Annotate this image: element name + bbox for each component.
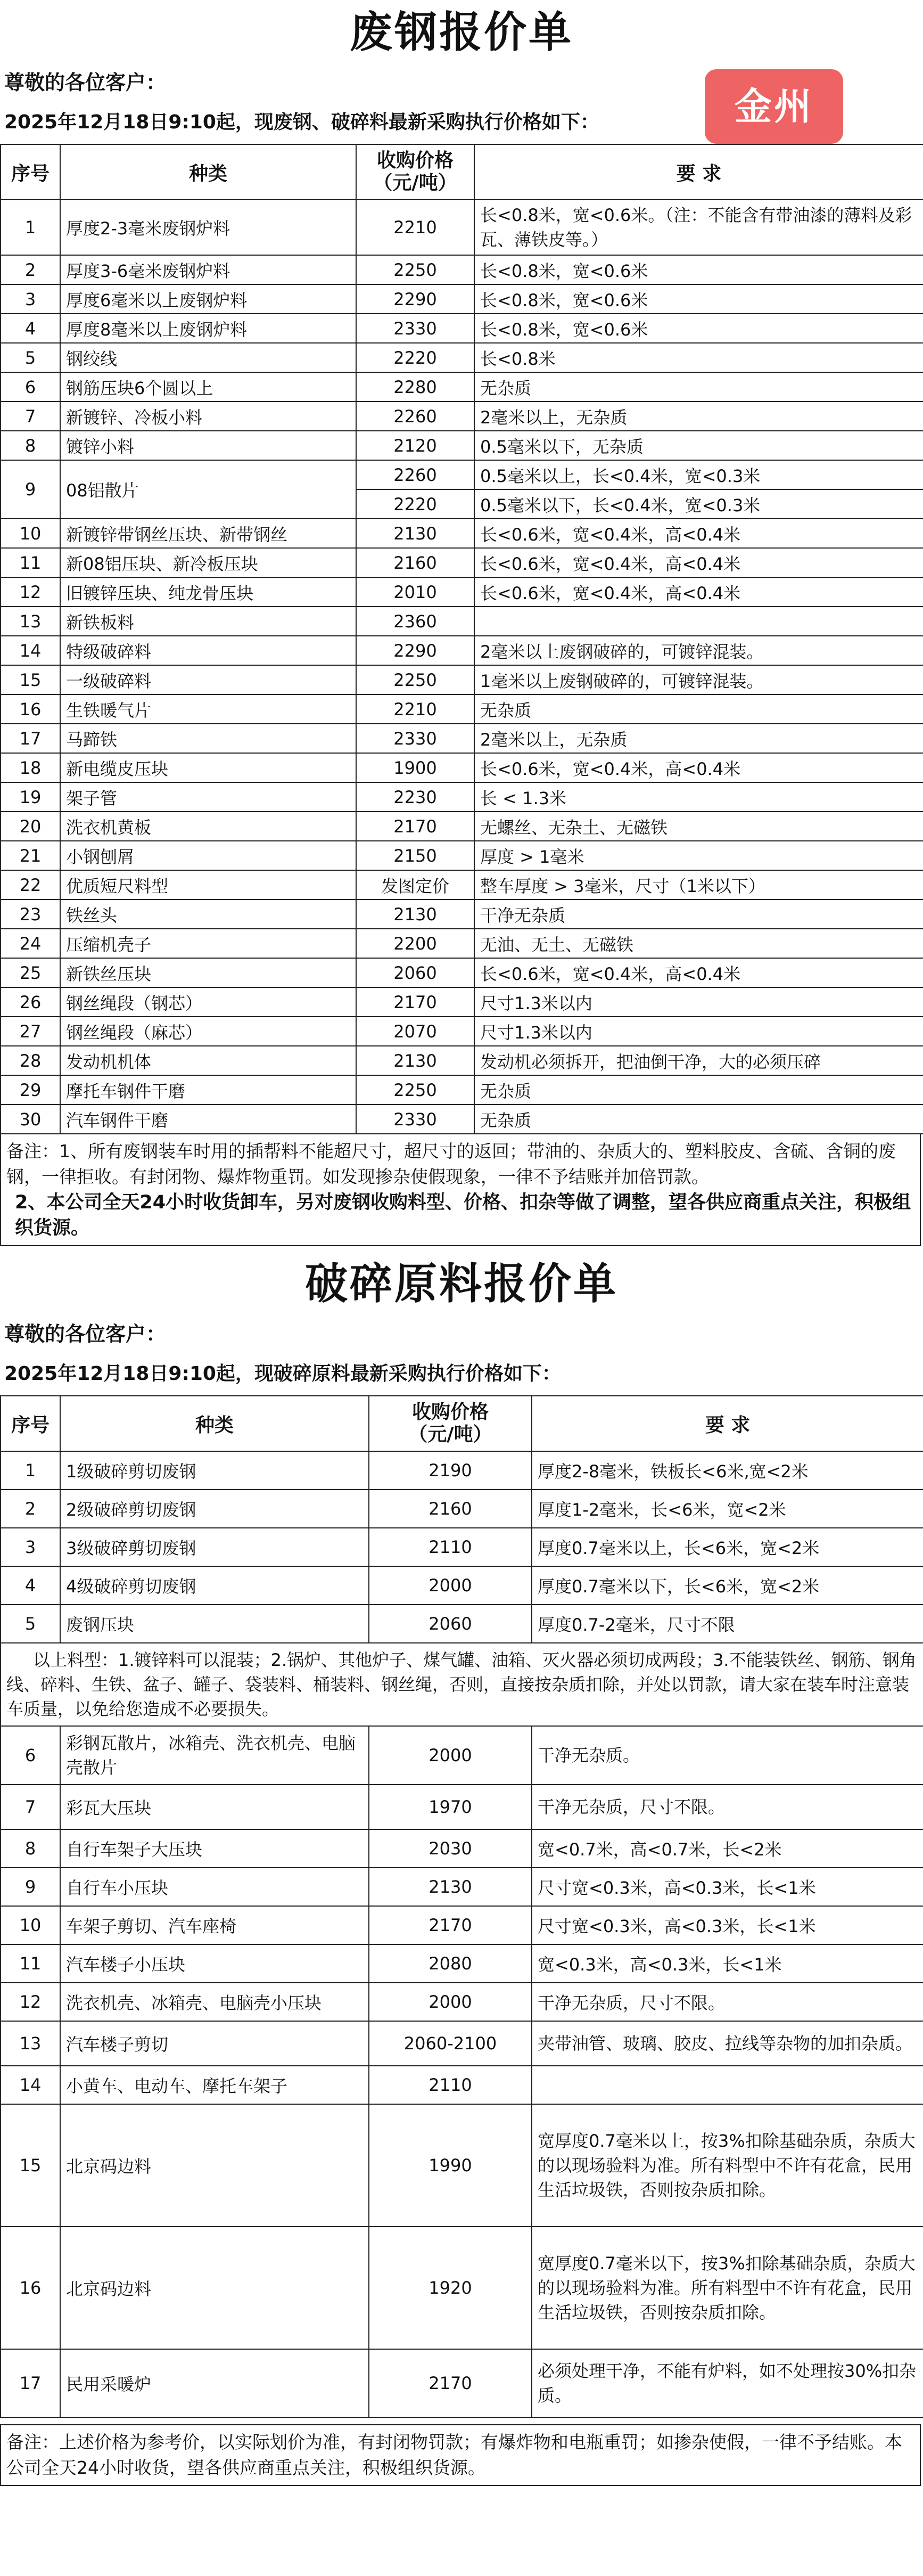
row-price: 2250 bbox=[356, 665, 474, 694]
row-req: 1毫米以上废钢破碎的，可镀锌混装。 bbox=[474, 665, 923, 694]
steel-greeting: 尊敬的各位客户： bbox=[4, 71, 167, 94]
row-price: 2250 bbox=[356, 255, 474, 284]
steel-header-row bbox=[1, 144, 923, 200]
col-req-header: 要 求 bbox=[474, 144, 923, 200]
row-no: 24 bbox=[1, 929, 60, 958]
table-row bbox=[1, 402, 923, 431]
row-no: 7 bbox=[1, 402, 60, 431]
row-no: 30 bbox=[1, 1105, 60, 1134]
row-req: 2毫米以上废钢破碎的，可镀锌混装。 bbox=[474, 636, 923, 665]
row-price: 2260 bbox=[356, 402, 474, 431]
row-type: 1级破碎剪切废钢 bbox=[60, 1451, 369, 1490]
row-type: 民用采暖炉 bbox=[60, 2349, 369, 2417]
row-req: 宽厚度0.7毫米以下，按3%扣除基础杂质，杂质大的以现场验料为准。所有料型中不许有花盒，民用生活垃圾铁，否则按杂质扣除。 bbox=[532, 2227, 923, 2349]
row-no: 15 bbox=[1, 2104, 60, 2227]
price-header-line2: （元/吨） bbox=[373, 172, 457, 194]
row-no: 10 bbox=[1, 519, 60, 548]
row-no: 17 bbox=[1, 724, 60, 753]
row-req: 2毫米以上，无杂质 bbox=[474, 724, 923, 753]
row-price: 2190 bbox=[369, 1451, 532, 1490]
col-no-header: 序号 bbox=[1, 144, 60, 200]
row-no: 27 bbox=[1, 1017, 60, 1046]
steel-notice-text: 2025年12月18日9:10起，现废钢、破碎料最新采购执行价格如下： bbox=[4, 111, 599, 133]
table-row bbox=[1, 1785, 923, 1829]
row-no: 14 bbox=[1, 2066, 60, 2104]
row-price: 2290 bbox=[356, 284, 474, 314]
row-no: 12 bbox=[1, 1983, 60, 2021]
row-no: 5 bbox=[1, 1605, 60, 1643]
crush-price-header-line1: 收购价格 bbox=[411, 1401, 489, 1423]
row-no: 3 bbox=[1, 284, 60, 314]
row-no: 21 bbox=[1, 841, 60, 870]
row-no: 5 bbox=[1, 343, 60, 372]
table-row bbox=[1, 2227, 923, 2349]
row-no: 12 bbox=[1, 577, 60, 607]
table-row bbox=[1, 372, 923, 402]
row-no: 13 bbox=[1, 2021, 60, 2066]
row-no: 13 bbox=[1, 607, 60, 636]
crush-table-body-a bbox=[1, 1451, 923, 1643]
table-row bbox=[1, 1605, 923, 1643]
row-req: 干净无杂质，尺寸不限。 bbox=[532, 1983, 923, 2021]
row-type: 北京码边料 bbox=[60, 2104, 369, 2227]
row-no: 28 bbox=[1, 1046, 60, 1075]
table-row bbox=[1, 343, 923, 372]
table-row bbox=[1, 1105, 923, 1134]
steel-note bbox=[0, 1134, 921, 1246]
row-price: 2130 bbox=[356, 1046, 474, 1075]
row-no: 11 bbox=[1, 548, 60, 577]
row-type: 自行车架子大压块 bbox=[60, 1829, 369, 1868]
row-req: 干净无杂质。 bbox=[532, 1726, 923, 1785]
row-price: 2220 bbox=[356, 489, 474, 519]
table-row bbox=[1, 1906, 923, 1944]
steel-price-table bbox=[0, 144, 923, 1134]
row-no: 4 bbox=[1, 314, 60, 343]
row-type: 旧镀锌压块、纯龙骨压块 bbox=[60, 577, 356, 607]
row-req: 干净无杂质，尺寸不限。 bbox=[532, 1785, 923, 1829]
row-no: 23 bbox=[1, 899, 60, 929]
crush-col-no-header: 序号 bbox=[1, 1396, 60, 1451]
row-req: 长<0.6米，宽<0.4米，高<0.4米 bbox=[474, 548, 923, 577]
crush-mid-note-row bbox=[1, 1643, 923, 1726]
row-type: 新铁丝压块 bbox=[60, 958, 356, 987]
row-type: 新镀锌带钢丝压块、新带钢丝 bbox=[60, 519, 356, 548]
row-no: 18 bbox=[1, 753, 60, 782]
row-no: 1 bbox=[1, 1451, 60, 1490]
table-row bbox=[1, 1829, 923, 1868]
row-type: 新08铝压块、新冷板压块 bbox=[60, 548, 356, 577]
row-price: 2330 bbox=[356, 1105, 474, 1134]
row-req: 2毫米以上，无杂质 bbox=[474, 402, 923, 431]
row-no: 3 bbox=[1, 1528, 60, 1566]
row-req: 厚度1-2毫米，长<6米，宽<2米 bbox=[532, 1490, 923, 1528]
table-row bbox=[1, 2066, 923, 2104]
row-req: 无螺丝、无杂土、无磁铁 bbox=[474, 812, 923, 841]
crush-title: 破碎原料报价单 bbox=[305, 1258, 618, 1309]
row-price: 2000 bbox=[369, 1726, 532, 1785]
table-row bbox=[1, 1944, 923, 1983]
row-no: 16 bbox=[1, 694, 60, 724]
row-no: 1 bbox=[1, 200, 60, 255]
row-price: 2150 bbox=[356, 841, 474, 870]
row-price: 2030 bbox=[369, 1829, 532, 1868]
row-req: 厚度0.7毫米以上，长<6米，宽<2米 bbox=[532, 1528, 923, 1566]
row-price: 2000 bbox=[369, 1983, 532, 2021]
row-type: 3级破碎剪切废钢 bbox=[60, 1528, 369, 1566]
row-type: 铁丝头 bbox=[60, 899, 356, 929]
row-type: 厚度2-3毫米废钢炉料 bbox=[60, 200, 356, 255]
row-no: 20 bbox=[1, 812, 60, 841]
row-req: 长<0.8米 bbox=[474, 343, 923, 372]
row-type: 洗衣机黄板 bbox=[60, 812, 356, 841]
row-price: 2220 bbox=[356, 343, 474, 372]
steel-title: 废钢报价单 bbox=[350, 7, 573, 57]
row-price: 1920 bbox=[369, 2227, 532, 2349]
crush-table-body-b bbox=[1, 1726, 923, 2417]
row-price: 2260 bbox=[356, 460, 474, 489]
row-price: 2210 bbox=[356, 200, 474, 255]
table-row bbox=[1, 782, 923, 812]
row-req: 长<0.6米，宽<0.4米，高<0.4米 bbox=[474, 958, 923, 987]
row-no: 25 bbox=[1, 958, 60, 987]
row-no: 11 bbox=[1, 1944, 60, 1983]
crush-mid-note-body bbox=[1, 1643, 923, 1726]
crush-price-table bbox=[0, 1395, 923, 2418]
row-type: 特级破碎料 bbox=[60, 636, 356, 665]
row-type: 新铁板料 bbox=[60, 607, 356, 636]
row-type: 钢丝绳段（麻芯） bbox=[60, 1017, 356, 1046]
table-row bbox=[1, 200, 923, 255]
row-type: 优质短尺料型 bbox=[60, 870, 356, 899]
table-row bbox=[1, 1868, 923, 1906]
table-row bbox=[1, 899, 923, 929]
row-type: 2级破碎剪切废钢 bbox=[60, 1490, 369, 1528]
crush-notice: 2025年12月18日9:10起，现破碎原料最新采购执行价格如下： bbox=[4, 1363, 561, 1385]
crush-greeting: 尊敬的各位客户： bbox=[4, 1322, 167, 1346]
row-type: 钢绞线 bbox=[60, 343, 356, 372]
row-price: 2210 bbox=[356, 694, 474, 724]
row-req: 宽<0.7米，高<0.7米，长<2米 bbox=[532, 1829, 923, 1868]
row-no: 7 bbox=[1, 1785, 60, 1829]
row-type: 钢丝绳段（钢芯） bbox=[60, 987, 356, 1017]
row-no: 6 bbox=[1, 372, 60, 402]
row-type: 压缩机壳子 bbox=[60, 929, 356, 958]
steel-note-1: 备注：1、所有废钢装车时用的插帮料不能超尺寸，超尺寸的返回；带油的、杂质大的、塑料胶皮、含硫、含铜的废钢，一律拒收。有封闭物、爆炸物重罚。如发现掺杂使假现象，一律不予结账并加倍罚款。 bbox=[6, 1141, 896, 1187]
row-price: 2010 bbox=[356, 577, 474, 607]
row-type: 新镀锌、冷板小料 bbox=[60, 402, 356, 431]
table-row bbox=[1, 958, 923, 987]
table-row bbox=[1, 1046, 923, 1075]
row-req: 长<0.8米，宽<0.6米 bbox=[474, 284, 923, 314]
row-price: 2130 bbox=[369, 1868, 532, 1906]
row-req: 必须处理干净，不能有炉料，如不处理按30%扣杂质。 bbox=[532, 2349, 923, 2417]
row-req: 无油、无土、无磁铁 bbox=[474, 929, 923, 958]
row-type: 摩托车钢件干磨 bbox=[60, 1075, 356, 1105]
table-row bbox=[1, 812, 923, 841]
row-price: 2170 bbox=[356, 987, 474, 1017]
table-row bbox=[1, 636, 923, 665]
row-type: 发动机机体 bbox=[60, 1046, 356, 1075]
table-row bbox=[1, 460, 923, 489]
row-req: 0.5毫米以下，无杂质 bbox=[474, 431, 923, 460]
table-row bbox=[1, 548, 923, 577]
row-type: 厚度6毫米以上废钢炉料 bbox=[60, 284, 356, 314]
row-type: 厚度3-6毫米废钢炉料 bbox=[60, 255, 356, 284]
table-row bbox=[1, 431, 923, 460]
row-type: 架子管 bbox=[60, 782, 356, 812]
table-row bbox=[1, 1566, 923, 1605]
table-row bbox=[1, 2104, 923, 2227]
crush-col-type-header: 种类 bbox=[60, 1396, 369, 1451]
row-req: 长 < 1.3米 bbox=[474, 782, 923, 812]
row-type: 洗衣机壳、冰箱壳、电脑壳小压块 bbox=[60, 1983, 369, 2021]
row-type: 北京码边料 bbox=[60, 2227, 369, 2349]
row-req: 夹带油管、玻璃、胶皮、拉线等杂物的加扣杂质。 bbox=[532, 2021, 923, 2066]
row-price: 2230 bbox=[356, 782, 474, 812]
row-req: 宽<0.3米，高<0.3米，长<1米 bbox=[532, 1944, 923, 1983]
row-price: 1990 bbox=[369, 2104, 532, 2227]
row-no: 6 bbox=[1, 1726, 60, 1785]
row-price: 2200 bbox=[356, 929, 474, 958]
row-price: 2110 bbox=[369, 1528, 532, 1566]
row-req: 长<0.8米，宽<0.6米。（注：不能含有带油漆的薄料及彩瓦、薄铁皮等。） bbox=[474, 200, 923, 255]
row-no: 9 bbox=[1, 460, 60, 519]
row-no: 8 bbox=[1, 431, 60, 460]
row-no: 19 bbox=[1, 782, 60, 812]
row-type: 马蹄铁 bbox=[60, 724, 356, 753]
steel-note-2: 2、本公司全天24小时收货卸车，另对废钢收购料型、价格、扣杂等做了调整，望各供应商重点关注，积极组织货源。 bbox=[15, 1192, 911, 1239]
row-price: 2360 bbox=[356, 607, 474, 636]
row-no: 29 bbox=[1, 1075, 60, 1105]
row-no: 2 bbox=[1, 1490, 60, 1528]
row-req bbox=[532, 2066, 923, 2104]
row-req: 无杂质 bbox=[474, 694, 923, 724]
row-no: 10 bbox=[1, 1906, 60, 1944]
row-type: 自行车小压块 bbox=[60, 1868, 369, 1906]
crush-header-row bbox=[1, 1396, 923, 1451]
table-row bbox=[1, 987, 923, 1017]
crush-col-req-header: 要 求 bbox=[532, 1396, 923, 1451]
row-req: 整车厚度 > 3毫米，尺寸（1米以下） bbox=[474, 870, 923, 899]
row-type: 08铝散片 bbox=[60, 460, 356, 519]
row-req: 0.5毫米以上，长<0.4米，宽<0.3米 bbox=[474, 460, 923, 489]
row-no: 2 bbox=[1, 255, 60, 284]
row-price: 1970 bbox=[369, 1785, 532, 1829]
table-row bbox=[1, 1490, 923, 1528]
row-price: 2080 bbox=[369, 1944, 532, 1983]
row-req: 长<0.6米，宽<0.4米，高<0.4米 bbox=[474, 753, 923, 782]
row-type: 汽车楼子小压块 bbox=[60, 1944, 369, 1983]
steel-notice bbox=[0, 85, 923, 144]
row-price: 发图定价 bbox=[356, 870, 474, 899]
row-req: 长<0.6米，宽<0.4米，高<0.4米 bbox=[474, 519, 923, 548]
row-req: 长<0.8米，宽<0.6米 bbox=[474, 255, 923, 284]
row-req: 长<0.8米，宽<0.6米 bbox=[474, 314, 923, 343]
row-no: 14 bbox=[1, 636, 60, 665]
table-row bbox=[1, 314, 923, 343]
table-row bbox=[1, 255, 923, 284]
row-no: 8 bbox=[1, 1829, 60, 1868]
row-price: 2170 bbox=[369, 1906, 532, 1944]
row-type: 小钢刨屑 bbox=[60, 841, 356, 870]
crush-mid-note: 以上料型：1.镀锌料可以混装；2.锅炉、其他炉子、煤气罐、油箱、灭火器必须切成两段；3.不能装铁丝、钢筋、钢角线、碎料、生铁、盆子、罐子、袋装料、桶装料、钢丝绳，否则，直接按杂质扣除，并处以罚款，请大家在装车时注意装车质量，以免给您造成不必要损失。 bbox=[1, 1643, 923, 1726]
row-type: 汽车钢件干磨 bbox=[60, 1105, 356, 1134]
row-price: 2170 bbox=[369, 2349, 532, 2417]
table-row bbox=[1, 841, 923, 870]
row-price: 2120 bbox=[356, 431, 474, 460]
table-row bbox=[1, 1017, 923, 1046]
table-row bbox=[1, 1075, 923, 1105]
row-price: 2130 bbox=[356, 899, 474, 929]
row-type: 一级破碎料 bbox=[60, 665, 356, 694]
row-req: 无杂质 bbox=[474, 1075, 923, 1105]
steel-table-body bbox=[1, 200, 923, 1134]
col-type-header: 种类 bbox=[60, 144, 356, 200]
row-type: 4级破碎剪切废钢 bbox=[60, 1566, 369, 1605]
table-row bbox=[1, 607, 923, 636]
table-row bbox=[1, 870, 923, 899]
table-row bbox=[1, 665, 923, 694]
row-type: 新电缆皮压块 bbox=[60, 753, 356, 782]
row-req: 尺寸1.3米以内 bbox=[474, 987, 923, 1017]
row-no: 15 bbox=[1, 665, 60, 694]
row-req: 尺寸1.3米以内 bbox=[474, 1017, 923, 1046]
row-type: 小黄车、电动车、摩托车架子 bbox=[60, 2066, 369, 2104]
row-type: 汽车楼子剪切 bbox=[60, 2021, 369, 2066]
row-req bbox=[474, 607, 923, 636]
row-type: 废钢压块 bbox=[60, 1605, 369, 1643]
table-row bbox=[1, 1451, 923, 1490]
row-type: 车架子剪切、汽车座椅 bbox=[60, 1906, 369, 1944]
price-header-line1: 收购价格 bbox=[376, 150, 454, 171]
row-req: 尺寸宽<0.3米，高<0.3米，长<1米 bbox=[532, 1906, 923, 1944]
row-type: 厚度8毫米以上废钢炉料 bbox=[60, 314, 356, 343]
row-price: 2280 bbox=[356, 372, 474, 402]
row-req: 厚度 > 1毫米 bbox=[474, 841, 923, 870]
row-price: 1900 bbox=[356, 753, 474, 782]
row-type: 钢筋压块6个圆以上 bbox=[60, 372, 356, 402]
row-no: 22 bbox=[1, 870, 60, 899]
table-row bbox=[1, 724, 923, 753]
row-price: 2290 bbox=[356, 636, 474, 665]
location-badge: 金州 bbox=[705, 69, 843, 144]
row-req: 厚度0.7-2毫米，尺寸不限 bbox=[532, 1605, 923, 1643]
table-row bbox=[1, 753, 923, 782]
row-no: 9 bbox=[1, 1868, 60, 1906]
row-price: 2130 bbox=[356, 519, 474, 548]
row-price: 2070 bbox=[356, 1017, 474, 1046]
row-price: 2110 bbox=[369, 2066, 532, 2104]
row-req: 厚度0.7毫米以下，长<6米，宽<2米 bbox=[532, 1566, 923, 1605]
row-req: 无杂质 bbox=[474, 372, 923, 402]
row-no: 17 bbox=[1, 2349, 60, 2417]
row-price: 2060 bbox=[369, 1605, 532, 1643]
row-price: 2160 bbox=[356, 548, 474, 577]
row-req: 长<0.6米，宽<0.4米，高<0.4米 bbox=[474, 577, 923, 607]
row-req: 发动机必须拆开，把油倒干净，大的必须压碎 bbox=[474, 1046, 923, 1075]
row-no: 4 bbox=[1, 1566, 60, 1605]
row-price: 2330 bbox=[356, 314, 474, 343]
table-row bbox=[1, 694, 923, 724]
table-row bbox=[1, 2021, 923, 2066]
row-price: 2060-2100 bbox=[369, 2021, 532, 2066]
row-req: 宽厚度0.7毫米以上，按3%扣除基础杂质，杂质大的以现场验料为准。所有料型中不许有花盒，民用生活垃圾铁，否则按杂质扣除。 bbox=[532, 2104, 923, 2227]
row-price: 2160 bbox=[369, 1490, 532, 1528]
crush-footer-note: 备注：上述价格为参考价，以实际划价为准，有封闭物罚款；有爆炸物和电瓶重罚；如掺杂使假，一律不予结账。本公司全天24小时收货，望各供应商重点关注，积极组织货源。 bbox=[0, 2424, 921, 2486]
row-req: 厚度2-8毫米，铁板长<6米,宽<2米 bbox=[532, 1451, 923, 1490]
row-req: 尺寸宽<0.3米，高<0.3米，长<1米 bbox=[532, 1868, 923, 1906]
row-price: 2330 bbox=[356, 724, 474, 753]
row-no: 26 bbox=[1, 987, 60, 1017]
table-row bbox=[1, 284, 923, 314]
row-type: 生铁暖气片 bbox=[60, 694, 356, 724]
table-row bbox=[1, 929, 923, 958]
table-row bbox=[1, 577, 923, 607]
row-price: 2000 bbox=[369, 1566, 532, 1605]
col-price-header bbox=[356, 144, 474, 200]
crush-price-header-line2: （元/吨） bbox=[408, 1424, 492, 1445]
row-req: 无杂质 bbox=[474, 1105, 923, 1134]
row-price: 2060 bbox=[356, 958, 474, 987]
table-row bbox=[1, 1528, 923, 1566]
table-row bbox=[1, 519, 923, 548]
row-no: 16 bbox=[1, 2227, 60, 2349]
table-row bbox=[1, 1983, 923, 2021]
table-row bbox=[1, 1726, 923, 1785]
table-row bbox=[1, 2349, 923, 2417]
row-req: 0.5毫米以下，长<0.4米，宽<0.3米 bbox=[474, 489, 923, 519]
crush-col-price-header bbox=[369, 1396, 532, 1451]
row-type: 彩瓦大压块 bbox=[60, 1785, 369, 1829]
row-price: 2250 bbox=[356, 1075, 474, 1105]
row-req: 干净无杂质 bbox=[474, 899, 923, 929]
row-type: 镀锌小料 bbox=[60, 431, 356, 460]
row-type: 彩钢瓦散片，冰箱壳、洗衣机壳、电脑壳散片 bbox=[60, 1726, 369, 1785]
row-price: 2170 bbox=[356, 812, 474, 841]
